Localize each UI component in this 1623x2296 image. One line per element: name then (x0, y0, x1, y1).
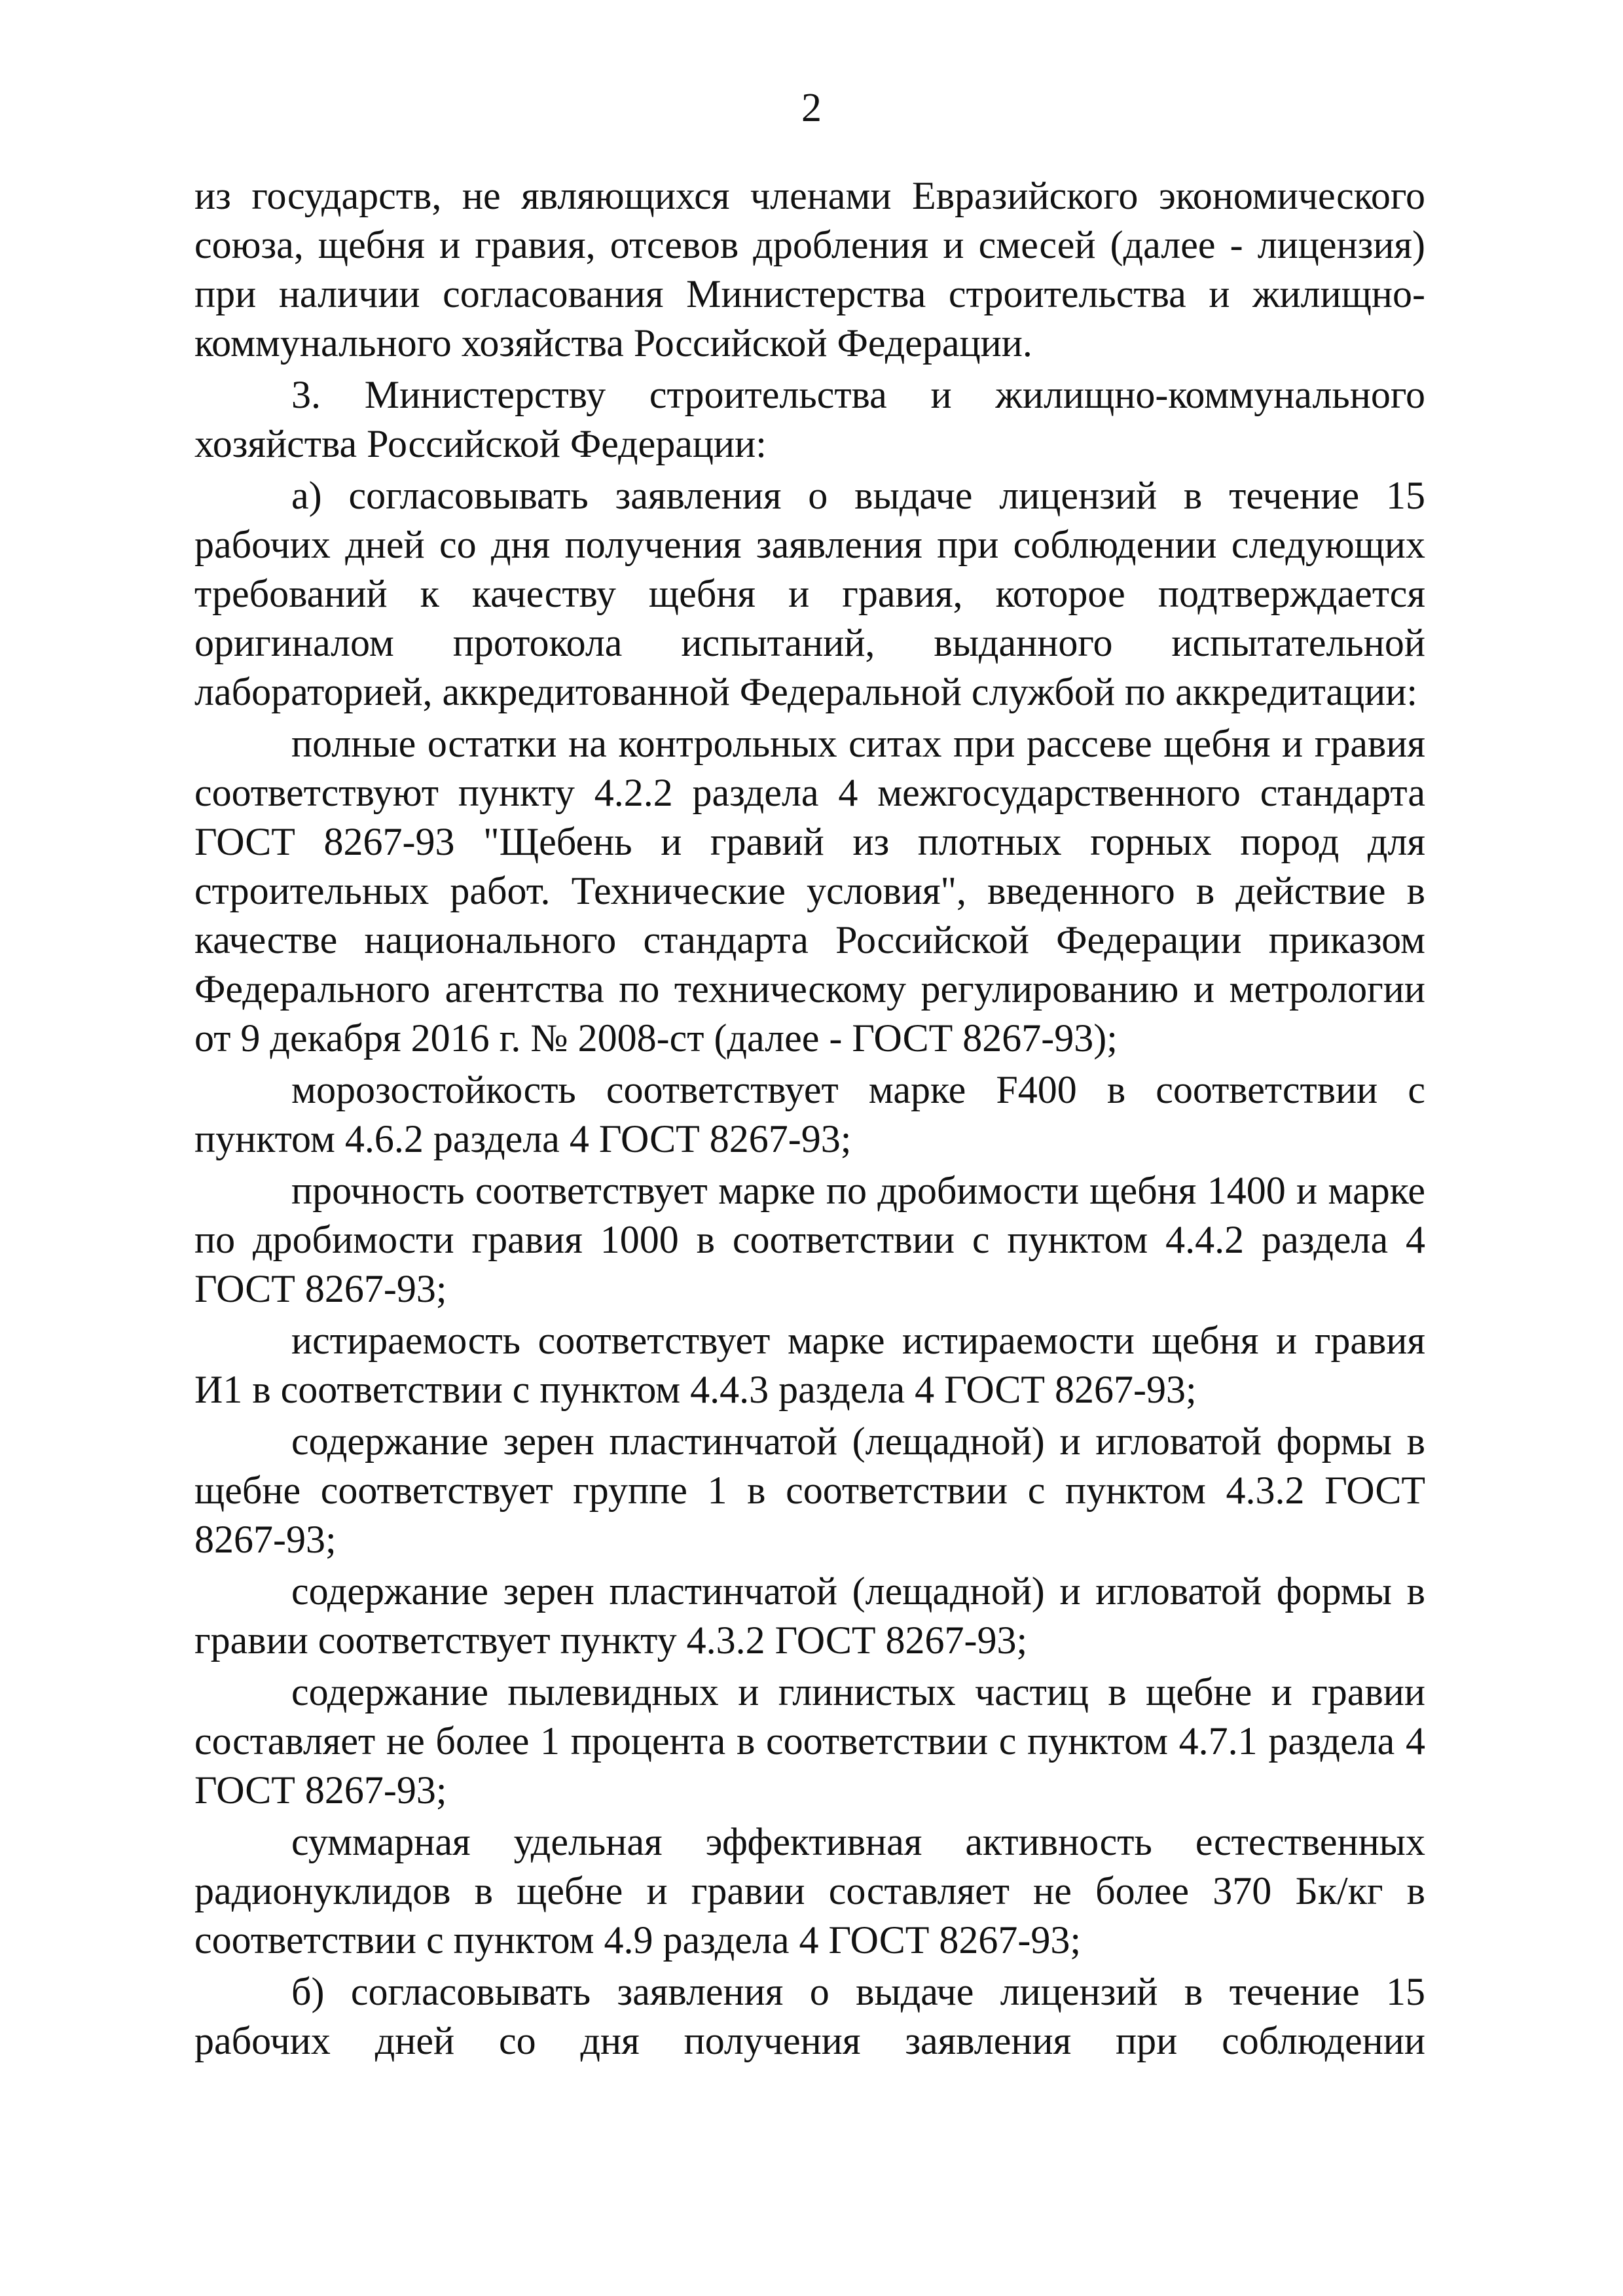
paragraph-requirement-flaky-grains-gravel: содержание зерен пластинчатой (лещадной) и игловатой формы в гравии соответствует пункту 4.3.2 ГОСТ 8267-93; (194, 1570, 1425, 1662)
paragraph-item-b: б) согласовывать заявления о выдаче лицензий в течение 15 рабочих дней со дня получения заявления при соблюдении (194, 1970, 1425, 2062)
paragraph-requirement-abrasion: истираемость соответствует марке истираемости щебня и гравия И1 в соответствии с пунктом 4.4.3 раздела 4 ГОСТ 8267-93; (194, 1319, 1425, 1411)
document-body (194, 171, 1425, 2068)
paragraph-requirement-frost-resistance: морозостойкость соответствует марке F400 в соответствии с пунктом 4.6.2 раздела 4 ГОСТ 8267-93; (194, 1068, 1425, 1160)
paragraph-item-3: 3. Министерству строительства и жилищно-коммунального хозяйства Российской Федерации: (194, 373, 1425, 465)
paragraph-continuation: из государств, не являющихся членами Евразийского экономического союза, щебня и гравия, отсевов дробления и смесей (далее - лицензия) при наличии согласования Министерства строительства и жилищно-коммунального хозяйства Российской Федерации. (194, 174, 1425, 365)
paragraph-requirement-radionuclides: суммарная удельная эффективная активность естественных радионуклидов в щебне и гравии составляет не более 370 Бк/кг в соответствии с пунктом 4.9 раздела 4 ГОСТ 8267-93; (194, 1820, 1425, 1962)
paragraph-item-a: а) согласовывать заявления о выдаче лицензий в течение 15 рабочих дней со дня получения заявления при соблюдении следующих требований к качеству щебня и гравия, которое подтверждается оригиналом протокола испытаний, выданного испытательной лабораторией, аккредитованной Федеральной службой по аккредитации: (194, 474, 1425, 713)
paragraph-requirement-dust-clay: содержание пылевидных и глинистых частиц в щебне и гравии составляет не более 1 процента в соответствии с пунктом 4.7.1 раздела 4 ГОСТ 8267-93; (194, 1670, 1425, 1812)
paragraph-requirement-flaky-grains-crushed-stone: содержание зерен пластинчатой (лещадной) и игловатой формы в щебне соответствует группе 1 в соответствии с пунктом 4.3.2 ГОСТ 8267-93; (194, 1420, 1425, 1561)
paragraph-requirement-strength: прочность соответствует марке по дробимости щебня 1400 и марке по дробимости гравия 1000 в соответствии с пунктом 4.4.2 раздела 4 ГОСТ 8267-93; (194, 1169, 1425, 1310)
paragraph-requirement-sieve-residue: полные остатки на контрольных ситах при рассеве щебня и гравия соответствуют пункту 4.2.2 раздела 4 межгосударственного стандарта ГОСТ 8267-93 "Щебень и гравий из плотных горных пород для строительных работ. Технические условия", введенного в действие в качестве национального стандарта Российской Федерации приказом Федерального агентства по техническому регулированию и метрологии от 9 декабря 2016 г. № 2008-ст (далее - ГОСТ 8267-93); (194, 722, 1425, 1060)
page-number: 2 (801, 86, 822, 130)
